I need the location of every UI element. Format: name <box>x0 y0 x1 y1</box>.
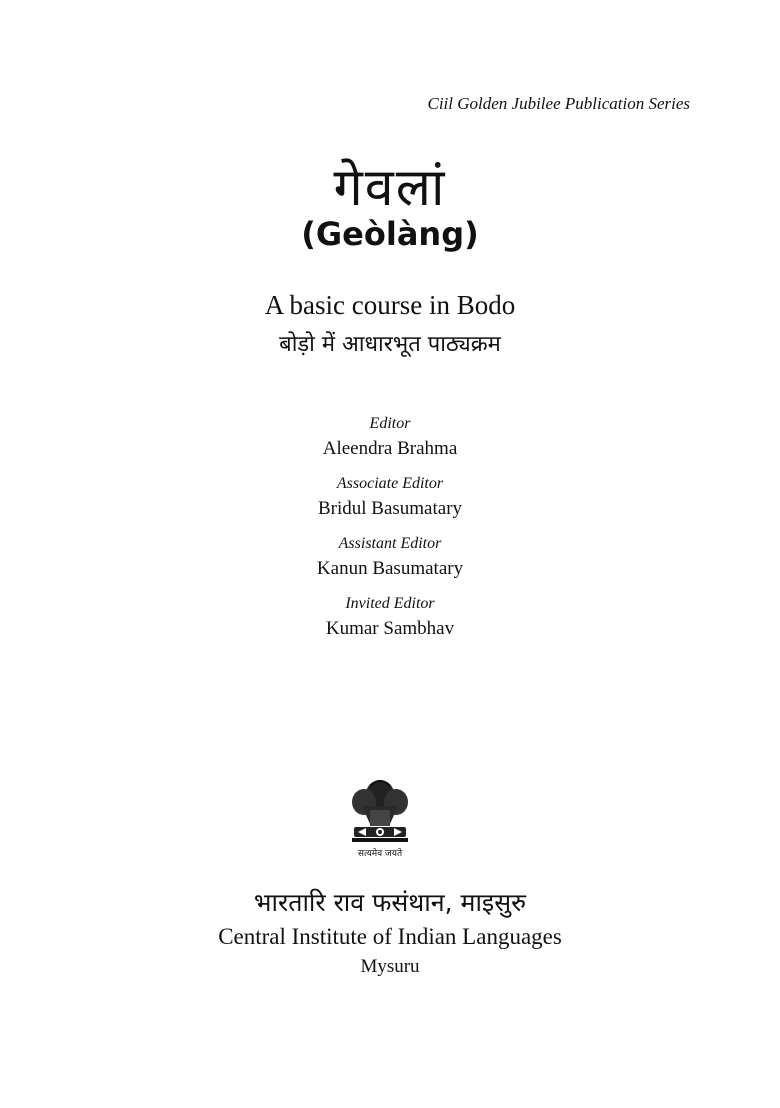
assistant-editor-role: Assistant Editor <box>338 535 442 552</box>
national-emblem-icon <box>340 772 420 878</box>
assistant-editor-name: Kanun Basumatary <box>316 558 464 579</box>
invited-editor-role: Invited Editor <box>345 595 435 612</box>
emblem-motto: सत्यमेव जयते <box>357 849 403 859</box>
series-title: Ciil Golden Jubilee Publication Series <box>427 94 690 113</box>
subtitle-english: A basic course in Bodo <box>264 290 516 320</box>
invited-editor-name: Kumar Sambhav <box>325 618 455 639</box>
editor-name: Aleendra Brahma <box>322 438 458 459</box>
subtitle-hindi: बोड़ो में आधारभूत पाठ्यक्रम <box>279 332 501 357</box>
publisher-city: Mysuru <box>360 956 420 977</box>
editor-role: Editor <box>369 415 411 432</box>
publisher-english: Central Institute of Indian Languages <box>218 924 562 949</box>
publisher-hindi: भारतारि राव फसंथान, माइसुरु <box>253 888 527 917</box>
associate-editor-role: Associate Editor <box>336 475 444 492</box>
book-title-latin: (Geòlàng) <box>301 215 479 253</box>
associate-editor-name: Bridul Basumatary <box>317 498 463 519</box>
book-title-devanagari: गेवलां <box>333 158 447 218</box>
